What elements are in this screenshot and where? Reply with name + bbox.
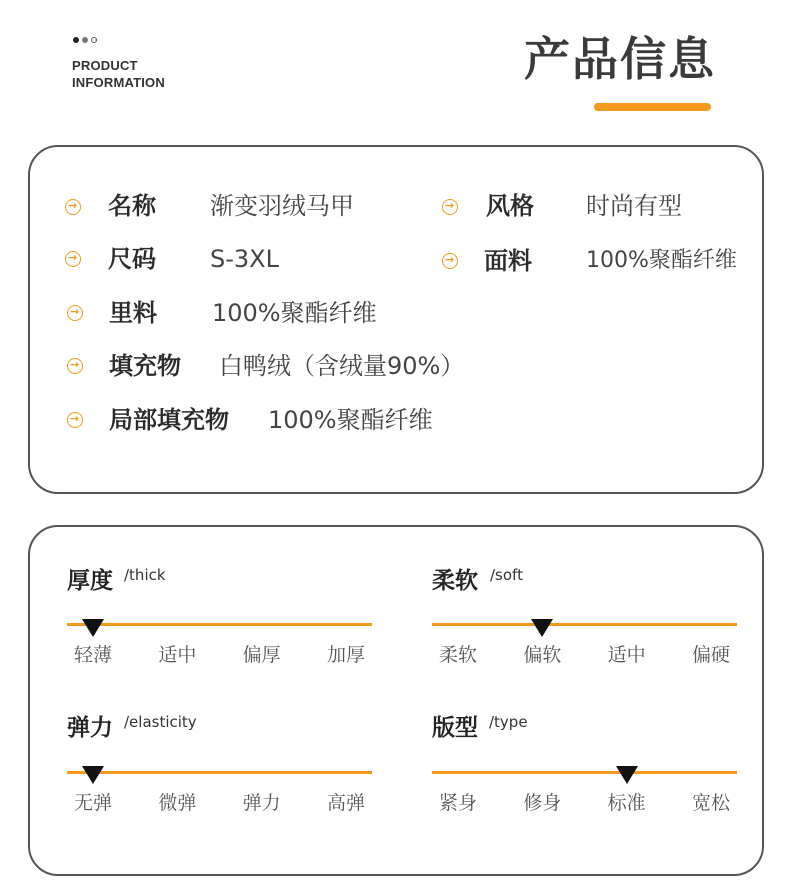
elasticity-track (67, 771, 372, 774)
eyebrow-line-2: INFORMATION (72, 75, 165, 90)
elasticity-marker (82, 766, 104, 784)
partial-filling-label: 局部填充物 (109, 406, 229, 434)
elasticity-subtitle: /elasticity (124, 713, 197, 731)
decorative-dots (73, 37, 97, 43)
arrow-circle-icon (65, 199, 81, 215)
style-value: 时尚有型 (586, 192, 682, 220)
name-value: 渐变羽绒马甲 (210, 192, 354, 220)
arrow-circle-icon (442, 253, 458, 269)
title-underline (594, 103, 711, 111)
fabric-value: 100%聚酯纤维 (586, 248, 737, 273)
softness-option: 偏硬 (691, 644, 730, 666)
filling-value: 白鸭绒（含绒量90%） (219, 352, 465, 380)
softness-option: 偏软 (523, 644, 562, 666)
softness-marker (531, 619, 553, 637)
thickness-option: 偏厚 (242, 644, 281, 666)
softness-option: 柔软 (438, 644, 477, 666)
size-value: S-3XL (210, 245, 279, 273)
elasticity-title: 弹力 (67, 715, 113, 741)
arrow-circle-icon (67, 358, 83, 374)
softness-title: 柔软 (432, 568, 478, 594)
fit-marker (616, 766, 638, 784)
fit-title: 版型 (432, 715, 478, 741)
fabric-label: 面料 (484, 247, 532, 275)
thickness-option: 轻薄 (73, 644, 112, 666)
dot-icon (82, 37, 88, 43)
arrow-circle-icon (67, 305, 83, 321)
softness-track (432, 623, 737, 626)
fit-track (432, 771, 737, 774)
elasticity-options (67, 791, 372, 815)
eyebrow-label (72, 57, 165, 91)
fit-subtitle: /type (489, 713, 528, 731)
elasticity-option: 无弹 (73, 792, 112, 814)
size-label: 尺码 (108, 245, 156, 273)
arrow-circle-icon (67, 412, 83, 428)
thickness-title: 厚度 (67, 568, 113, 594)
dot-icon (91, 37, 97, 43)
filling-label: 填充物 (109, 352, 181, 380)
thickness-options (67, 643, 372, 667)
partial-filling-value: 100%聚酯纤维 (268, 406, 433, 434)
softness-option: 适中 (607, 644, 646, 666)
softness-options (432, 643, 737, 667)
thickness-track (67, 623, 372, 626)
softness-subtitle: /soft (490, 566, 523, 584)
lining-label: 里料 (109, 299, 157, 327)
fit-options (432, 791, 737, 815)
thickness-subtitle: /thick (124, 566, 166, 584)
fit-option: 修身 (523, 792, 562, 814)
thickness-marker (82, 619, 104, 637)
thickness-option: 适中 (158, 644, 197, 666)
arrow-circle-icon (442, 199, 458, 215)
fit-option: 标准 (607, 792, 646, 814)
name-label: 名称 (108, 192, 156, 220)
page-title: 产品信息 (524, 32, 716, 86)
thickness-option: 加厚 (326, 644, 365, 666)
fit-option: 紧身 (438, 792, 477, 814)
arrow-circle-icon (65, 251, 81, 267)
eyebrow-line-1: PRODUCT (72, 58, 138, 73)
fit-option: 宽松 (691, 792, 730, 814)
elasticity-option: 弹力 (242, 792, 281, 814)
elasticity-option: 微弹 (158, 792, 197, 814)
style-label: 风格 (486, 192, 534, 220)
elasticity-option: 高弹 (326, 792, 365, 814)
dot-icon (73, 37, 79, 43)
lining-value: 100%聚酯纤维 (212, 299, 377, 327)
